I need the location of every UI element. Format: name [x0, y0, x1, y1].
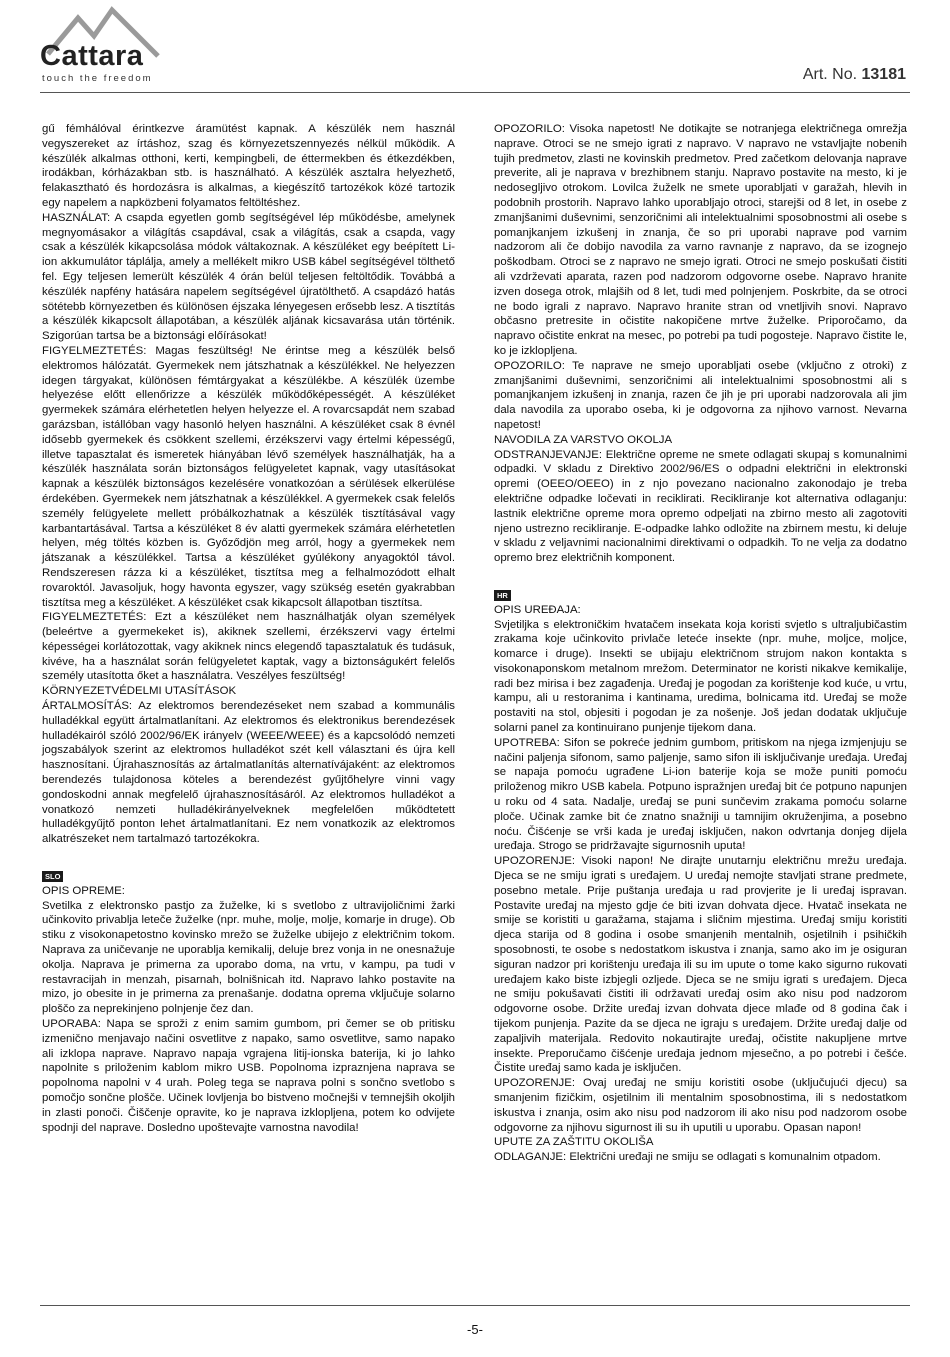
paragraph: HASZNÁLAT: A csapda egyetlen gomb segítségével lép működésbe, amelynek megnyomásakor a világítás csapdával, csak a világítás, csak a csapda, vagy csak a készülék kikapcsolása módok váltakoznak. A készüléket egy beépített Li-ion akkumulátor táplálja, amely a mellékelt mikro USB kábel segítségével tölthető fel. Egy teljesen lemerült készülék 4 órán belül teljesen feltöltődik. Továbbá a készülék napfény hatására napelem segítségével újratölthető. A csapdázó hatás sötétebb környezetben és különösen éjszaka lényegesen erősebb lesz. A tisztítás a készülék kikapcsolt állapotában, a készülék aljának kicsavarása után történik. Szigorúan tartsa be a biztonsági előírásokat! [42, 211, 455, 343]
section-heading: OPIS UREĐAJA: [494, 603, 581, 616]
paragraph: ODSTRANJEVANJE: Električne opreme ne smete odlagati skupaj s komunalnimi odpadki. V skladu z Direktivo 2002/96/ES o odpadni električni in elektronski opremi (OEEO/OEEO) in z njo povezano nacionalno zakonodajo je treba električne odpadke ločevati in reciklirati. Recikliranje kot alternativa odlaganju: lastnik električne opreme mora opremo odpeljati na zbirno mesto ali zagotoviti njeno ustrezno recikliranje. E-odpadke lahko odložite na zbirnem mestu, ki deluje v skladu z veljavnimi nacionalnimi direktivami o odpadkih. To ne velja za dodatno opremo brez električnih komponent. [494, 448, 907, 565]
paragraph: FIGYELMEZTETÉS: Magas feszültség! Ne érintse meg a készülék belső elektromos hálózatát. Gyermekek nem játszhatnak a készülékkel. Ne helyezzen idegen tárgyakat, különösen fémtárgyakat a készülékbe. A készülék üzembe helyezése előtt ellenőrizze a készülék működőképességét. A készüléket gyermekek számára elérhetetlen helyen helyezze el. A rovarcsapdát nem szabad garázsban, istállóban vagy hasonló helyen használni. A készüléket csak 8 évnél idősebb gyermekek és csökkent szellemi, érzékszervi vagy értelmi képességű, illetve tapasztalat és ismeretek hiányában lévő személyek használhatják, ha a készülék használata során biztonságos felügyeletet kapnak, vagy utasításokat kapnak a készülék biztonságos kezelésére vonatkozóan a sérülések elkerülése érdekében. Gyermekek nem játszhatnak a készülékkel. A gyermekek csak felelős személy felügyelete mellett próbálkozhatnak a készülék tisztításával vagy karbantartásával. Tartsa a készüléket 8 év alatti gyermekek számára elérhetetlen helyen, még töltés közben is. Győződjön meg arról, hogy a gyermekek nem játszanak a készülékkel. Tartsa a készüléket gyúlékony anyagoktól távol. Rendszeresen rázza ki a készüléket, tisztítsa meg a felhalmozódott elhalt rovaroktól. Javasoljuk, hogy havonta egyszer, vagy szükség esetén gyakrabban tisztítsa meg a készüléket. A készüléket csak kikapcsolt állapotban tisztítsa. [42, 344, 455, 609]
paragraph: Svjetiljka s elektroničkim hvatačem insekata koja koristi svjetlo s ultraljubičastim zrakama koje učinkovito privlače leteće insekte (npr. muhe, moljce, moljce, komarce i druge). Insekti se ubijaju električnom strujom nakon kontakta s visokonaponskom metalnom mrežom. Determinator ne koristi nikakve kemikalije, radi bez mirisa i bez zagađenja. Uređaj je pogodan za korištenje kod kuće, u vrtu, kampu, ali u restoranima i kantinama, uredima, bolnicama itd. Uređaj se može postaviti na stol, objesiti i pogodan je za nošenje. Još jedan dodatak uključuje solarni panel za kontinuirano punjenje tijekom dana. [494, 618, 907, 735]
spacer [42, 847, 455, 869]
paragraph: OPOZORILO: Visoka napetost! Ne dotikajte se notranjega električnega omrežja naprave. Otroci se ne smejo igrati z napravo. V napravo ne vstavljajte nobenih tujih predmetov, zlasti ne kovinskih predmetov. Pred začetkom delovanja naprave preverite, ali je naprava v brezhibnem stanju. Napravo postavite na mesto, ki je nedosegljivo otrokom. Lovilca žuželk ne smete uporabljati v garažah, hlevih in podobnih prostorih. Napravo lahko uporabljajo otroci, starejši od 8 let, in osebe z zmanjšanimi duševnimi, senzoričnimi ali intelektualnimi sposobnostmi ali osebe s pomanjkanjem izkušenj in znanja, če so pri uporabi naprave pod varnim nadzorom ali če dobijo navodila za varno ravnanje z napravo, da se izognejo poškodbam. Otroci se z napravo ne smejo igrati. Otroci ne smejo poskušati čistiti ali vzdrževati aparata, razen pod nadzorom odgovorne osebe. Napravo hranite izven dosega otrok, mlajših od 8 let, tudi med polnjenjem. Poskrbite, da se otroci ne bodo igrali z napravo. Napravo hranite stran od vnetljivih snovi. Napravo občasno pretresite in očistite nakopičene mrtve žuželke. Priporočamo, da napravo očistite enkrat na mesec, po potrebi pa tudi pogosteje. Napravo čistite le, ko je izklopljena. [494, 123, 907, 357]
left-column [42, 122, 455, 1135]
paragraph: gű fémhálóval érintkezve áramütést kapnak. A készülék nem használ vegyszereket az írtáshoz, szag és környezetszennyezés nélkül működik. A készülék alkalmas otthoni, kerti, kempingbeli, de éttermekben és étkezdékben, irodákban, kórházakban stb. is használható. A készülék asztalra helyezhető, felakasztható és hordozásra is alkalmas, a kiegészítő tartozékok közé tartozik egy napelem a napközbeni folyamatos feltöltéshez. [42, 123, 455, 209]
page-number: -5- [467, 1322, 483, 1337]
spacer [494, 566, 907, 588]
section-heading: NAVODILA ZA VARSTVO OKOLJA [494, 433, 673, 446]
article-number-value: 13181 [861, 66, 906, 83]
paragraph: ODLAGANJE: Električni uređaji ne smiju se odlagati s komunalnim otpadom. [494, 1151, 881, 1164]
paragraph: UPOTREBA: Sifon se pokreće jednim gumbom, pritiskom na njega izmjenjuju se načini paljenja sifonom, samo paljenje, samo sifon ili isključivanje uređaja. Uređaj se napaja pomoću ugrađene Li-ion baterije koja se može puniti pomoću priloženog mikro USB kabela. Potpuno ispražnjen uređaj bit će potpuno napunjen u roku od 4 sata. Nadalje, uređaj se puni sunčevim zrakama pomoću solarne ploče. Učinak zamke bit će znatno snažniji u tamnijim okruženjima, a posebno noću. Čišćenje se vrši kada je uređaj isključen, nakon odvrtanja donjeg dijela uređaja. Strogo se pridržavajte sigurnosnih uputa! [494, 736, 907, 853]
paragraph: Svetilka z elektronsko pastjo za žuželke, ki s svetlobo z ultravijoličnimi žarki učinkovito privablja leteče žuželke (npr. muhe, molje, molje, komarje in druge). Ob stiku z visokonapetostno kovinsko mrežo se žuželke ubijejo z električnim tokom. Naprava za uničevanje ne uporablja kemikalij, deluje brez vonja in ne onesnažuje okolja. Naprava je primerna za uporabo doma, na vrtu, v kampu, pa tudi v restavracijah in menzah, pisarnah, bolnišnicah itd. Napravo lahko postavite na mizo, jo obesite in je primerna za prenašanje. dodatna oprema vključuje solarno ploščo za neprekinjeno polnjenje čez dan. [42, 899, 455, 1016]
paragraph: UPOZORENJE: Visoki napon! Ne dirajte unutarnju električnu mrežu uređaja. Djeca se ne smiju igrati s uređajem. U uređaj nemojte stavljati strane predmete, posebno metale. Prije puštanja uređaja u rad provjerite je li uređaj ispravan. Postavite uređaj na mjesto gdje će biti izvan dohvata djece. Hvatač insekata ne smije se koristiti u garažama, stajama i sličnim mjestima. Uređaj smiju koristiti djeca starija od 8 godina i osobe smanjenih mentalnih, osjetilnih i psihičkih sposobnosti, te osobe s nedostatkom iskustva i znanja, samo ako im je osiguran siguran nadzor pri korištenju uređaja ili su im upute o tome kako sigurno rukovati uređajem kako biste izbjegli ozljede. Djeca se ne smiju igrati s uređajem. Djeca ne smiju pokušavati čistiti ili održavati uređaj osim ako nisu pod nadzorom odgovorne osobe. Držite uređaj izvan dohvata djece mlađe od 8 godina čak i tijekom punjenja. Pazite da se djeca ne igraju s uređajem. Držite uređaj dalje od zapaljivih materijala. Redovito nokautirajte uređaj, očistite nakupljene mrtve insekte. Preporučamo čišćenje uređaja jednom mjesečno, a po potrebi i češće. Čistite uređaj samo kada je isključen. [494, 855, 907, 1075]
section-heading: UPUTE ZA ZAŠTITU OKOLIŠA [494, 1136, 654, 1149]
paragraph: FIGYELMEZTETÉS: Ezt a készüléket nem használhatják olyan személyek (beleértve a gyermekeket is), akiknek szellemi, érzékszervi vagy értelmi képességei korlátozottak, vagy akiknek nincs elegendő tapasztalatuk és tudásuk, kivéve, ha a használat során felügyeletet kaptak, vagy a biztonságukért felelős személy utasította őket a használatra. Veszélyes feszültség! [42, 611, 455, 683]
section-heading: OPIS OPREME: [42, 884, 125, 897]
paragraph: UPORABA: Napa se sproži z enim samim gumbom, pri čemer se ob pritisku izmenično menjavajo načini osvetlitve z napako, samo osvetlitve, samo napako ali izklopa naprave. Napravo napaja vgrajena litij-ionska baterija, ki jo lahko napolnite s priloženim kablom mikro USB. Popolnoma izpraznjena naprava se popolnoma napolni v 4 urah. Poleg tega se naprava polni s sončno svetlobo s pomočjo sončne plošče. Učinek lovljenja bo bistveno močnejši v temnejših okoljih in zlasti ponoči. Čiščenje opravite, ko je naprava izklopljena, potem ko odvijete spodnji del naprave. Dosledno upoštevajte varnostna navodila! [42, 1018, 455, 1134]
header-divider [40, 92, 910, 93]
right-column [494, 122, 907, 1165]
article-number-label: Art. No. [802, 66, 858, 83]
brand-tagline: touch the freedom [42, 73, 153, 84]
brand-name: Cattara [40, 40, 144, 72]
paragraph: UPOZORENJE: Ovaj uređaj ne smiju koristiti osobe (uključujući djecu) sa smanjenim fizičkim, osjetilnim ili mentalnim sposobnostima, ili s nedostatkom iskustva i znanja, osim ako nisu pod nadzorom ili ako nisu pod nadzorom osobe odgovorne za njihovu sigurnost ili su ih uputili u uporabu. Opasan napon! [494, 1077, 907, 1134]
language-tag-slo: SLO [42, 871, 63, 882]
footer-divider [40, 1305, 910, 1306]
paragraph: OPOZORILO: Te naprave ne smejo uporabljati osebe (vključno z otroki) z zmanjšanimi duševnimi, senzoričnimi ali intelektualnimi sposobnostmi ali s pomanjkanjem izkušenj in znanja, razen če jih je pri uporabi nadzorovala ali jim dala navodila za uporabo oseba, ki je odgovorna za njihovo varnost. Nevarna napetost! [494, 359, 907, 431]
article-number [803, 66, 906, 84]
language-tag-hr: HR [494, 590, 511, 601]
section-heading: KÖRNYEZETVÉDELMI UTASÍTÁSOK [42, 685, 237, 698]
paragraph: ÁRTALMOSÍTÁS: Az elektromos berendezéseket nem szabad a kommunális hulladékkal együtt ártalmatlanítani. Az elektromos és elektronikus berendezések hulladékairól szóló 2002/96/EK irányelv (WEEE/WEEE) és a kapcsolódó nemzeti jogszabályok szerint az elektromos hulladékot szét kell választani és újra kell hasznosítani. Újrahasznosítás az ártalmatlanítás alternatívájaként: az elektromos berendezés tulajdonosa köteles a berendezést gyűjtőhelyre vinni vagy gondoskodni annak megfelelő újrahasznosításáról. Az elektromos hulladékot a vonatkozó nemzeti hulladékirányelveknek megfelelően működtetett hulladékgyűjtő ponton lehet ártalmatlanítani. Ez nem vonatkozik az elektromos alkatrészeket nem tartalmazó tartozékokra. [42, 700, 455, 846]
